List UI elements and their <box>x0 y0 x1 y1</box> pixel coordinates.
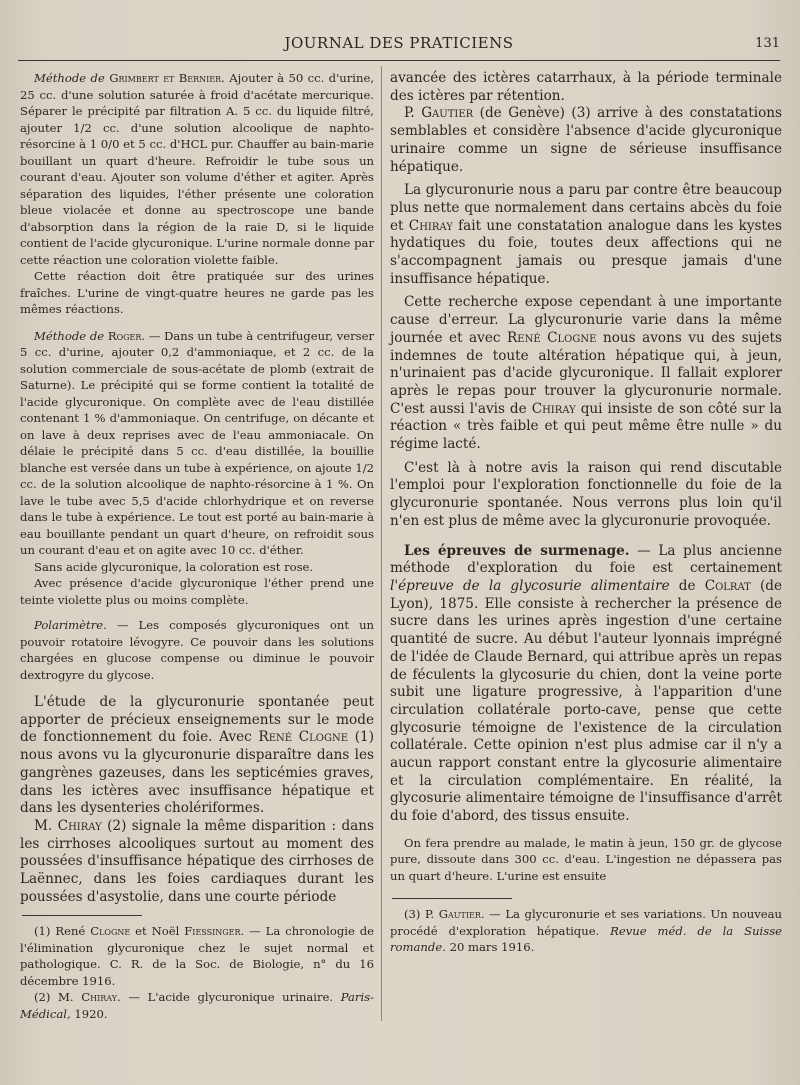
footnote-separator <box>392 898 512 899</box>
body-paragraph: P. Gautier (de Genève) (3) arrive à des constatations semblables et considère l'absence d'acide glycuronique urinaire comme un signe de sérieuse insuffisance hépatique. <box>390 105 782 175</box>
running-title: JOURNAL DES PRATICIENS <box>284 34 514 52</box>
footnote-1: (1) René Clogne et Noël Fiessinger. — La chronologie de l'élimination glycuronique chez le sujet normal et pathologique. C. R. de la Soc. de Biologie, n° du 16 décembre 1916. <box>20 924 375 988</box>
result-without-acid: Sans acide glycuronique, la coloration est rose. <box>34 559 314 574</box>
body-paragraph: L'étude de la glycuronurie spontanée peut apporter de précieux enseignements sur le mode de fonctionnement du foie. Avec René Clogne (1) nous avons vu la glycuronurie disparaître dans les gangrènes gazeuses, dans les septicémies graves, dans les ictères avec insuffisance hépatique et dans les dysenteries cholériformes. <box>20 694 375 817</box>
body-paragraph: M. Chiray (2) signale la même disparition : dans les cirrhoses alcooliques surtout au moment des poussées d'insuffisance hépatique des cirrhoses de Laënnec, dans les foies cardiaques durant les poussées d'asystolie, dans une courte période <box>20 817 375 905</box>
method-note: Cette réaction doit être pratiquée sur des urines fraîches. L'urine de vingt-quatre heures ne garde pas les mêmes réactions. <box>20 269 374 316</box>
footnote-2: (2) M. Chiray. — L'acide glycuronique urinaire. Paris-Médical, 1920. <box>20 990 375 1021</box>
page-number: 131 <box>755 36 780 51</box>
column-divider <box>381 66 382 1021</box>
polarimeter-paragraph: Polarimètre. — Les composés glycuroniques ont un pouvoir rotatoire lévogyre. Ce pouvoir dans les solutions chargées en glucose compense ou diminue le pouvoir dextrogyre du glycose. <box>20 618 374 682</box>
footnote-separator <box>22 915 142 916</box>
body-paragraph: Cette recherche expose cependant à une importante cause d'erreur. La glycuronurie varie dans la même journée et avec René Clogne nous avons vu des sujets indemnes de toute altération hépatique qui, à jeun, n'urinaient pas d'acide glycuronique. Il fallait explorer après le repas pour trouver la glycuronurie normale. C'est aussi l'avis de Chiray qui insiste de son côté sur la réaction « très faible et qui peut même être nulle » du régime lacté. <box>390 294 783 453</box>
page-header <box>18 34 780 61</box>
method-grimbert-bernier: Méthode de Grimbert et Bernier. Ajouter à 50 cc. d'urine, 25 cc. d'une solution saturée à froid d'acétate mercurique. Séparer le précipité par filtration A. 5 cc. du liquide filtré, ajouter 1/2 cc. d'une solution alcoolique de naphto-résorcine à 1 0/0 et 5 cc. d'HCL pur. Chauffer au bain-marie bouillant un quart d'heure. Refroidir le tube sous un courant d'eau. Ajouter son volume d'éther et agiter. Après séparation des liquides, l'éther présente une coloration bleue violacée et donne au spectroscope une bande d'absorption dans la région de la raie D, si le liquide contient de l'acide glycuronique. L'urine normale donne par cette réaction une coloration violette faible. <box>20 71 375 267</box>
left-column <box>20 70 374 1022</box>
body-paragraph: La glycuronurie nous a paru par contre être beaucoup plus nette que normalement dans certains abcès du foie et Chiray fait une constatation analogue dans les kystes hydatiques du foie, toutes deux affections qui ne s'accompagnent jamais ou presque jamais d'une insuffisance hépatique. <box>390 182 782 287</box>
method-roger: Méthode de Roger. — Dans un tube à centrifugeur, verser 5 cc. d'urine, ajouter 0,2 d'ammoniaque, et 2 cc. de la solution commerciale de sous-acétate de plomb (extrait de Saturne). Le précipité qui se forme contient la totalité de l'acide glycuronique. On complète avec de l'eau distillée contenant 1 % d'ammoniaque. On centrifuge, on décante et on lave à deux reprises avec de l'eau ammoniacale. On délaie le précipité dans 5 cc. d'eau distillée, la bouillie blanche est versée dans un tube à expérience, on ajoute 1/2 cc. de la solution alcoolique de naphto-résorcine à 1 %. On lave le tube avec 5,5 d'acide chlorhydrique et on reverse dans le tube à expérience. Le tout est porté au bain-marie à eau bouillante pendant un quart d'heure, on refroidit sous un courant d'eau et on agite avec 10 cc. d'éther. <box>20 328 375 557</box>
right-column <box>390 70 782 956</box>
body-paragraph: C'est là à notre avis la raison qui rend discutable l'emploi pour l'exploration fonctionnelle du foie de la glycuronurie spontanée. Nous verrons plus loin qu'il n'en est plus de même avec la glycuronurie provoquée. <box>390 459 782 529</box>
result-with-acid: Avec présence d'acide glycuronique l'éther prend une teinte violette plus ou moins complète. <box>20 576 374 607</box>
section-title: Les épreuves de surmenage. <box>404 542 630 559</box>
body-paragraph: avancée des ictères catarrhaux, à la période terminale des ictères par rétention. <box>390 70 782 104</box>
footnote-3: (3) P. Gautier. — La glycuronurie et ses variations. Un nouveau procédé d'exploration hépatique. Revue méd. de la Suisse romande. 20 mars 1916. <box>390 907 783 955</box>
section-paragraph: Les épreuves de surmenage. — La plus ancienne méthode d'exploration du foie est certainement l'épreuve de la glycosurie alimentaire de Colrat (de Lyon), 1875. Elle consiste à rechercher la présence de sucre dans les urines après ingestion d'une certaine quantité de sucre. Au début l'auteur lyonnais imprégné de l'idée de Claude Bernard, qui attribue après un repas de féculents la glycosurie du chien, dont la veine porte subit une ligature progressive, à l'apparition d'une circulation collatérale porto-cave, pense que cette glycosurie témoigne de l'existence de la circulation collatérale. Cette opinion n'est plus admise car il n'y a aucun rapport constant entre la glycosurie alimentaire et la circulation complémentaire. En réalité, la glycosurie alimentaire témoigne de l'insuffisance d'arrêt du foie d'abord, des tissus ensuite. <box>390 542 783 825</box>
procedure-paragraph: On fera prendre au malade, le matin à jeun, 150 gr. de glycose pure, dissoute dans 300 cc. d'eau. L'ingestion ne dépassera pas un quart d'heure. L'urine est ensuite <box>390 835 782 883</box>
